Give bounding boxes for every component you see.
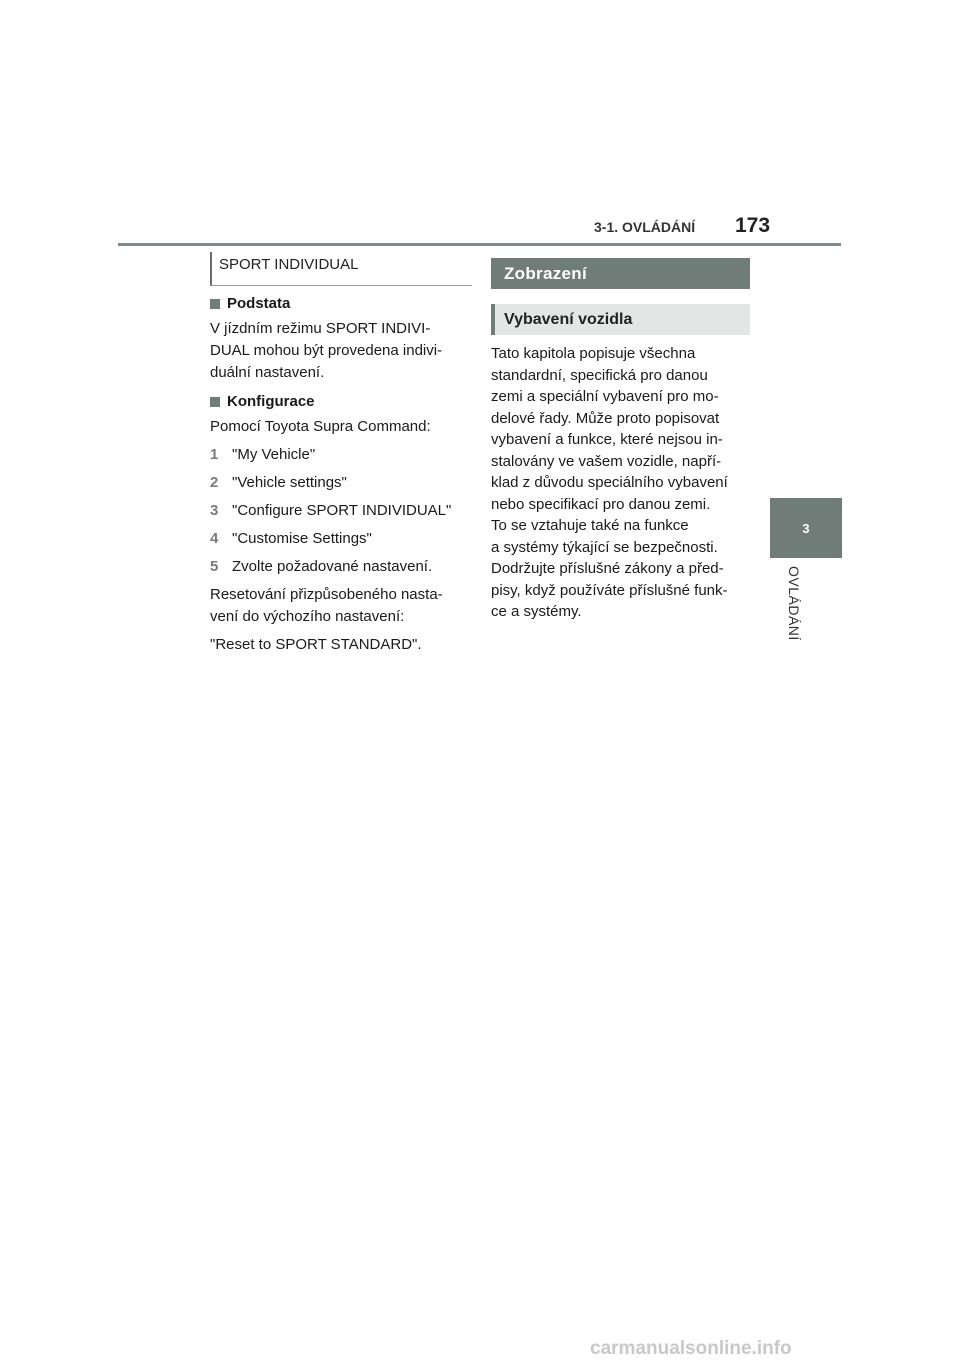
step-text: "Configure SPORT INDIVIDUAL" <box>232 502 452 519</box>
step-number: 1 <box>210 446 219 463</box>
text-line: a systémy týkající se bezpečnosti. <box>491 538 718 556</box>
text-line: Dodržujte příslušné zákony a před- <box>491 560 724 577</box>
text-line: Tato kapitola popisuje všechna <box>491 345 696 362</box>
left-column <box>210 252 472 656</box>
text-line: pisy, když používáte příslušné funk- <box>491 581 728 599</box>
text-line: DUAL mohou být provedena indivi- <box>210 342 443 359</box>
step-text: "Customise Settings" <box>232 530 372 547</box>
text-line: V jízdním režimu SPORT INDIVI- <box>210 320 431 337</box>
right-column <box>491 258 750 623</box>
step-number: 2 <box>210 474 219 491</box>
step-item <box>210 556 472 578</box>
chapter-tab <box>770 498 842 558</box>
step-number: 4 <box>210 530 219 547</box>
section-box-label: SPORT INDIVIDUAL <box>210 252 472 286</box>
chapter-tab-label: OVLÁDÁNÍ <box>786 566 802 641</box>
text-line: duální nastavení. <box>210 364 325 381</box>
step-item <box>210 472 472 494</box>
text-line: delové řady. Může proto popisovat <box>491 409 720 427</box>
page-number: 173 <box>735 214 771 237</box>
section-heading-bar: Zobrazení <box>491 258 750 289</box>
step-number: 3 <box>210 502 219 519</box>
watermark: carmanualsonline.info <box>590 1338 792 1359</box>
paragraph-podstata <box>210 318 472 384</box>
paragraph-vybaveni <box>491 343 750 623</box>
header-divider <box>118 243 841 246</box>
paragraph-intro: Pomocí Toyota Supra Command: <box>210 418 431 435</box>
square-bullet-icon <box>210 299 220 309</box>
subheading-text: Podstata <box>227 295 291 312</box>
text-line: vybavení a funkce, které nejsou in- <box>491 431 723 448</box>
reset-value: "Reset to SPORT STANDARD". <box>210 636 422 653</box>
subheading-podstata <box>210 295 472 312</box>
subsection-heading-bar: Vybavení vozidla <box>491 304 750 335</box>
header-section-title: 3-1. OVLÁDÁNÍ <box>594 219 696 235</box>
subheading-text: Konfigurace <box>227 393 315 410</box>
text-line: klad z důvodu speciálního vybavení <box>491 474 728 491</box>
text-line: ce a systémy. <box>491 603 582 620</box>
subheading-konfigurace <box>210 393 472 410</box>
text-line: standardní, specifická pro danou <box>491 366 708 384</box>
text-line: vení do výchozího nastavení: <box>210 608 405 625</box>
chapter-tab-number: 3 <box>802 520 810 536</box>
text-line: Resetování přizpůsobeného nasta- <box>210 586 443 603</box>
square-bullet-icon <box>210 397 220 407</box>
text-line: To se vztahuje také na funkce <box>491 517 689 534</box>
text-line: zemi a speciální vybavení pro mo- <box>491 388 719 405</box>
step-item <box>210 528 472 550</box>
step-text: Zvolte požadované nastavení. <box>232 558 433 575</box>
step-item <box>210 500 472 522</box>
paragraph-reset <box>210 584 472 628</box>
text-line: nebo specifikací pro danou zemi. <box>491 495 711 513</box>
step-item <box>210 444 472 466</box>
step-text: "My Vehicle" <box>232 446 316 463</box>
step-text: "Vehicle settings" <box>232 474 347 491</box>
text-line: stalovány ve vašem vozidle, napří- <box>491 452 722 470</box>
step-number: 5 <box>210 558 219 575</box>
